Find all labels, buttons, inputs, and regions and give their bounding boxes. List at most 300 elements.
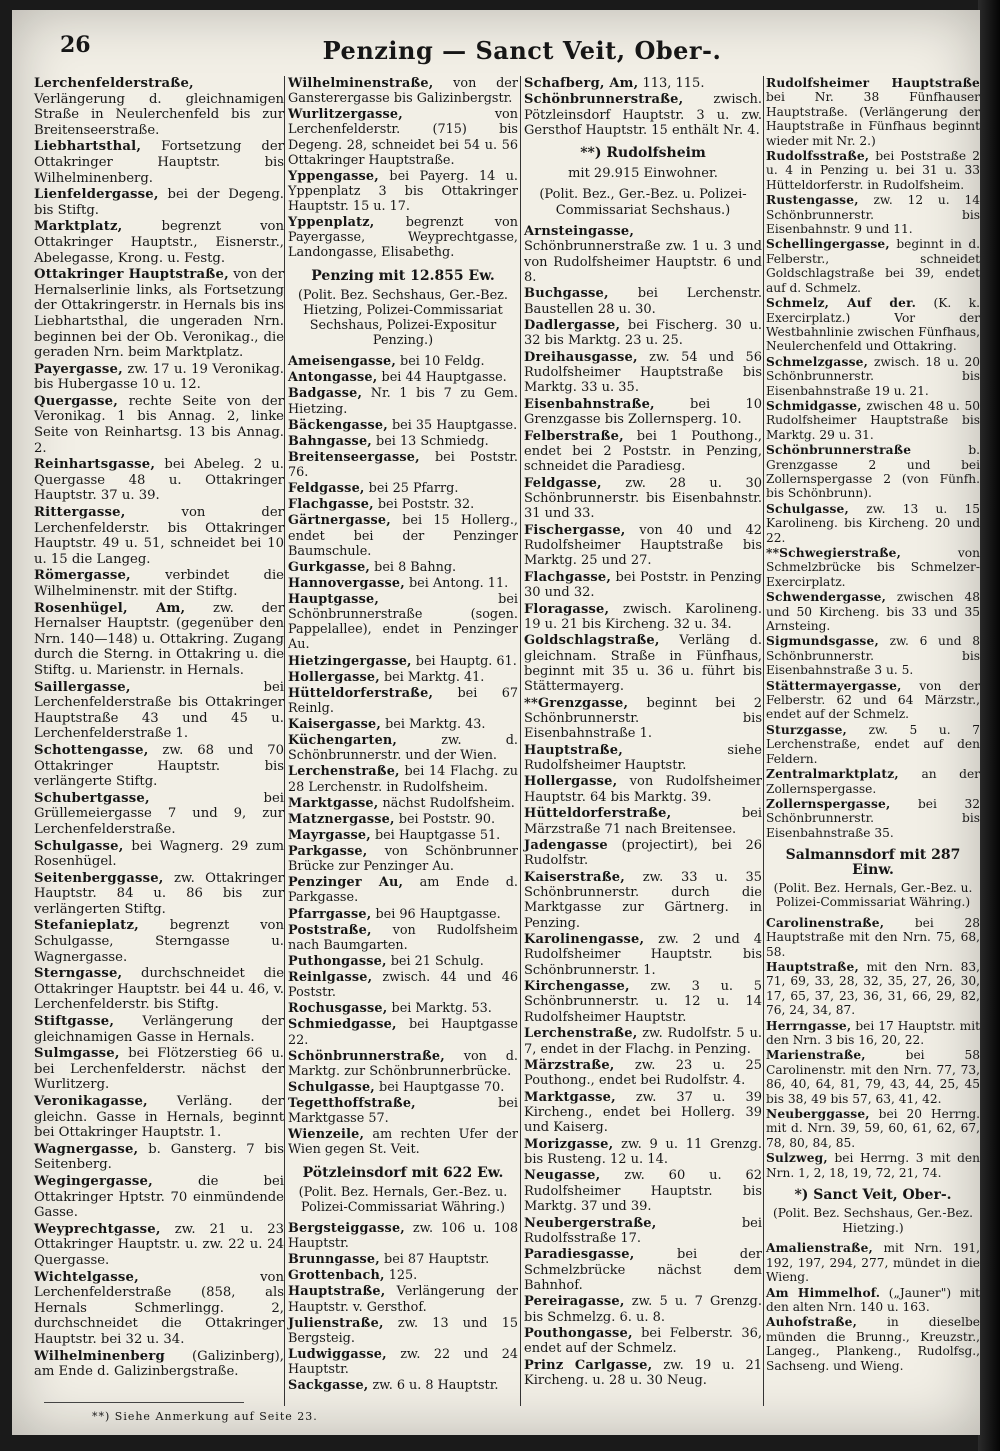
street-description: bei 21 Schulg. xyxy=(390,953,484,969)
street-description: zw. 5 u. 7 Grenzg. bis Schmelzg. 6. u. 8. xyxy=(524,1294,762,1325)
street-description: („Jauner") mit den alten Nrn. 140 u. 163. xyxy=(766,1285,980,1314)
street-name: Seitenberggasse, xyxy=(34,870,164,886)
street-name: Eisenbahnstraße, xyxy=(524,396,655,412)
district-note-penzing: (Polit. Bez. Sechshaus, Ger.-Bez. Hietzing, Polizei-Commissariat Sechshaus, Polizei-Expositur Penzing.) xyxy=(298,287,508,348)
street-name: Sackgasse, xyxy=(288,1378,369,1394)
street-entry xyxy=(766,767,980,796)
street-entry xyxy=(34,187,284,218)
page-shadow-edge xyxy=(978,0,1000,1451)
street-entry xyxy=(766,443,980,501)
street-description: zwischen 48 und 50 Kircheng. bis 33 und 35 Arnsteing. xyxy=(766,590,980,634)
street-entry xyxy=(34,680,284,742)
street-entry xyxy=(288,1378,518,1393)
street-name: Kaisergasse, xyxy=(288,717,382,732)
column-rule xyxy=(520,76,521,1406)
street-description: mit den Nrn. 83, 71, 69, 33, 28, 32, 35, 27, 26, 30, 17, 65, 37, 23, 36, 31, 66, 29, 82, 76, 24, 34, 87. xyxy=(766,959,980,1018)
street-entry xyxy=(34,1094,284,1141)
street-description: bei Poststraße 2 u. 4 in Penzing u. bei 31 u. 33 Hütteldorferstr. in Rudolfsheim. xyxy=(766,149,980,192)
street-entry xyxy=(288,386,518,416)
street-name: Flachgasse, xyxy=(524,569,612,585)
street-name: Prinz Carlgasse, xyxy=(524,1357,653,1373)
street-name: Gärtnergasse, xyxy=(288,513,391,529)
street-entry xyxy=(288,576,518,591)
street-entry xyxy=(34,1174,284,1221)
street-entry xyxy=(34,839,284,870)
street-entry xyxy=(288,1096,518,1126)
street-entry xyxy=(766,1151,980,1180)
street-description: zw. Rudolfstr. 5 u. 7, endet in der Flachg. in Penzing. xyxy=(524,1026,762,1057)
street-entry xyxy=(34,76,284,138)
street-name: Puthongasse, xyxy=(288,953,387,969)
street-name: Am Himmelhof. xyxy=(766,1285,881,1300)
street-entry xyxy=(524,1326,762,1357)
street-name: Lerchenfelderstraße, xyxy=(34,76,194,91)
street-name: Schönbrunnerstraße xyxy=(766,443,912,458)
street-description: von der Felberstr. 62 und 64 Märzstr., endet auf der Schmelz. xyxy=(766,678,980,722)
street-entry xyxy=(766,916,980,959)
street-description: bei Hauptgasse 51. xyxy=(374,827,501,843)
street-name: Schönbrunnerstraße, xyxy=(524,92,684,108)
street-entry xyxy=(288,923,518,953)
street-description: in dieselbe münden die Brunng., Kreuzstr., Langeg., Plankeng., Rudolfsg., Sachseng. und Wieng. xyxy=(766,1315,980,1373)
street-description: von Rudolfsheim nach Baumgarten. xyxy=(288,922,518,953)
street-description: Fortsetzung der Ottakringer Hauptstr. bis Wilhelminenberg. xyxy=(34,139,284,186)
street-entry xyxy=(288,107,518,168)
street-entry xyxy=(766,1315,980,1373)
street-description: von d. Marktg. zur Schönbrunnerbrücke. xyxy=(288,1048,518,1079)
street-entry xyxy=(288,354,518,369)
street-entry xyxy=(34,601,284,679)
street-name: Herrngasse, xyxy=(766,1018,852,1033)
street-description: zw. 9 u. 11 Grenzg. bis Rusteng. 12 u. 14. xyxy=(524,1136,762,1168)
street-description: rechte Seite von der Veronikag. 1 bis Annag. 2, linke Seite von Reinhartsg. 13 bis Annag. 2. xyxy=(34,393,284,456)
street-entry xyxy=(524,350,762,396)
street-name: Sterngasse, xyxy=(34,966,123,982)
street-description: von der Lerchenfelderstr. bis Ottakringer Hauptstr. 49 u. 51, schneidet bei 10 u. 15 die Langeg. xyxy=(34,505,284,567)
street-description: bei 20 Herrng. mit d. Nrn. 39, 59, 60, 61, 62, 67, 78, 80, 84, 85. xyxy=(766,1107,980,1150)
street-entry xyxy=(766,634,980,677)
district-heading-sanct-veit: *) Sanct Veit, Ober-. xyxy=(794,1187,952,1204)
street-entry xyxy=(524,1058,762,1089)
street-description: bei Fischerg. 30 u. 32 bis Marktg. 23 u. 25. xyxy=(524,318,763,349)
column-1 xyxy=(34,76,284,1381)
street-description: zw. 22 und 24 Hauptstr. xyxy=(288,1346,518,1377)
street-description: die bei Ottakringer Hptstr. 70 einmündende Gasse. xyxy=(34,1173,284,1221)
street-name: Bergsteiggasse, xyxy=(288,1220,405,1236)
street-entry xyxy=(288,169,518,214)
street-name: Jadengasse xyxy=(524,837,608,853)
street-description: bei 10 Grenzgasse bis Zollernsperg. 10. xyxy=(524,396,762,428)
street-name: Kaiserstraße, xyxy=(524,869,625,885)
street-description: beginnt bei 2 Schönbrunnerstr. bis Eisenbahnstraße 1. xyxy=(524,695,762,742)
street-description: siehe Rudolfsheimer Hauptstr. xyxy=(524,742,762,774)
street-name: Rittergasse, xyxy=(34,505,126,521)
street-description: bei Felberstr. 36, endet auf der Schmelz. xyxy=(524,1326,762,1357)
street-entry xyxy=(288,1268,518,1283)
street-name: Wichtelgasse, xyxy=(34,1269,139,1285)
district-heading-poetzleinsdorf: Pötzleinsdorf mit 622 Ew. xyxy=(302,1164,504,1181)
street-description: bei Marktgasse 57. xyxy=(288,1096,518,1127)
street-description: zwisch. Karolineng. 19 u. 21 bis Kircheng. 32 u. 34. xyxy=(524,601,762,632)
street-description: bei 35 Hauptgasse. xyxy=(391,417,518,433)
street-name: Wagnergasse, xyxy=(34,1141,139,1157)
street-name: Gurkgasse, xyxy=(288,559,371,575)
street-description: b. Grenzgasse 2 und bei Zollernspergasse 2 (von Fünfh. bis Schönbrunn). xyxy=(766,443,980,501)
street-description: bei 25 Pfarrg. xyxy=(368,481,459,497)
street-description: zw. 6 u. 8 Hauptstr. xyxy=(372,1378,499,1394)
street-description: bei Schönbrunnerstraße (sogen. Pappelallee), endet in Penzinger Au. xyxy=(288,592,518,653)
street-name: Hollergasse, xyxy=(524,774,618,790)
street-entry xyxy=(34,362,284,393)
street-name: Rosenhügel, Am, xyxy=(34,600,186,616)
street-name: Hütteldorferstraße, xyxy=(288,685,434,701)
directory-page xyxy=(12,10,980,1435)
street-entry xyxy=(34,1270,284,1348)
street-entry xyxy=(524,633,762,694)
street-description: bei Grüllemeiergasse 7 und 9, zur Lerchenfelderstraße. xyxy=(34,790,284,837)
street-name: Marktgasse, xyxy=(288,795,379,811)
street-name: **Schwegierstraße, xyxy=(766,546,902,560)
street-entry xyxy=(288,686,518,716)
street-entry xyxy=(524,224,762,285)
street-entry xyxy=(34,791,284,838)
street-name: Brunngasse, xyxy=(288,1252,380,1268)
street-description: (projectirt), bei 26 Rudolfstr. xyxy=(524,837,762,869)
district-heading-penzing: Penzing mit 12.855 Ew. xyxy=(311,267,495,284)
street-entry xyxy=(34,219,284,266)
street-entry xyxy=(288,560,518,575)
street-entry xyxy=(766,296,980,354)
street-name: Liebhartsthal, xyxy=(34,139,142,155)
street-entry xyxy=(288,370,518,385)
street-name: Sulzweg, xyxy=(766,1151,828,1166)
street-name: Feldgasse, xyxy=(288,481,365,497)
street-entry xyxy=(524,1247,762,1293)
street-entry xyxy=(524,1358,762,1389)
street-entry xyxy=(766,797,980,840)
street-name: Küchengarten, xyxy=(288,733,398,749)
street-description: von der Gansterergasse bis Galizinbergstr. xyxy=(288,76,518,107)
street-description: zw. 19 u. 21 Kircheng. u. 28 u. 30 Neug. xyxy=(524,1357,762,1389)
street-name: Schulgasse, xyxy=(288,1079,375,1095)
street-list xyxy=(34,76,284,1380)
street-name: Schwendergasse, xyxy=(766,590,887,605)
street-description: bei 44 Hauptgasse. xyxy=(381,370,507,386)
street-entry xyxy=(524,76,762,91)
street-entry xyxy=(766,193,980,236)
street-name: Rustengasse, xyxy=(766,193,859,208)
street-description: bei der Degeng. bis Stiftg. xyxy=(34,187,284,218)
street-description: bei Nr. 38 Fünfhauser Hauptstraße. (Verlängerung der Hauptstraße in Fünfhaus beginnt wieder mit Nr. 2.) xyxy=(766,90,980,148)
street-name: Felberstraße, xyxy=(524,428,624,444)
street-entry xyxy=(34,568,284,599)
street-name: Rudolfsstraße, xyxy=(766,149,870,164)
street-name: Ottakringer Hauptstraße, xyxy=(34,267,229,283)
street-entry xyxy=(524,870,762,931)
street-name: Neuberggasse, xyxy=(766,1107,870,1122)
street-name: Bäckengasse, xyxy=(288,417,388,433)
street-name: Hauptstraße, xyxy=(524,742,623,758)
district-population-rudolfsheim: mit 29.915 Einwohner. xyxy=(568,165,718,181)
street-description: bei Abeleg. 2 u. Quergasse 48 u. Ottakringer Hauptstr. 37 u. 39. xyxy=(34,457,284,504)
street-entry xyxy=(766,723,980,766)
street-entry xyxy=(524,838,762,869)
street-name: Reinhartsgasse, xyxy=(34,457,156,473)
street-entry xyxy=(288,670,518,685)
street-name: Neugasse, xyxy=(524,1168,601,1184)
street-description: bei 96 Hauptgasse. xyxy=(375,906,501,922)
street-entry xyxy=(766,1241,980,1284)
street-name: Floragasse, xyxy=(524,601,610,617)
column-2 xyxy=(288,76,518,1394)
street-name: Parkgasse, xyxy=(288,844,368,859)
street-description: zw. d. Schönbrunnerstr. und der Wien. xyxy=(288,733,518,764)
street-name: Arnsteingasse, xyxy=(524,223,635,239)
street-name: Lienfeldergasse, xyxy=(34,187,159,203)
street-entry xyxy=(34,139,284,186)
street-description: 125. xyxy=(388,1268,418,1284)
street-entry xyxy=(524,806,762,837)
street-name: Schmelzgasse, xyxy=(766,354,869,369)
street-name: Mayrgasse, xyxy=(288,827,371,843)
footnote: **) Siehe Anmerkung auf Seite 23. xyxy=(92,1410,318,1423)
street-description: Verläng d. gleichnam. Straße in Fünfhaus, beginnt mit 35 u. 36 u. führt bis Stättermayerg. xyxy=(524,633,762,695)
street-description: zw. 13 und 15 Bergsteig. xyxy=(288,1315,518,1346)
street-entry xyxy=(34,1349,284,1380)
street-name: Kirchengasse, xyxy=(524,979,630,995)
street-description: Nr. 1 bis 7 zu Gem. Hietzing. xyxy=(288,386,518,417)
street-description: zw. 28 u. 30 Schönbrunnerstr. bis Eisenbahnstr. 31 und 33. xyxy=(524,475,762,522)
street-name: Wurlitzergasse, xyxy=(288,107,403,123)
street-description: verbindet die Wilhelminenstr. mit der Stiftg. xyxy=(34,568,284,599)
street-description: zw. 17 u. 19 Veronikag. bis Hubergasse 10 u. 12. xyxy=(34,361,284,393)
street-name: Paradiesgasse, xyxy=(524,1247,635,1263)
street-name: Hollergasse, xyxy=(288,669,380,685)
street-description: bei 17 Hauptstr. mit den Nrn. 3 bis 16, 20, 22. xyxy=(766,1018,980,1047)
street-description: bei 15 Hollerg., endet bei der Penzinger Baumschule. xyxy=(288,513,518,559)
street-entry xyxy=(288,450,518,480)
street-name: Hauptstraße, xyxy=(766,959,859,974)
street-name: Bahngasse, xyxy=(288,433,372,449)
street-name: Saillergasse, xyxy=(34,679,131,695)
street-description: begrenzt von Payergasse, Weyprechtgasse, Landongasse, Elisabethg. xyxy=(288,215,518,261)
street-name: Römergasse, xyxy=(34,568,131,584)
street-description: zw. Ottakringer Hauptstr. 84 u. 86 bis zur verlängerten Stiftg. xyxy=(34,870,284,917)
street-list xyxy=(766,76,980,840)
street-name: Dadlergasse, xyxy=(524,318,621,334)
street-name: Hütteldorferstraße, xyxy=(524,806,672,822)
street-description: bei Poststr. 32. xyxy=(377,497,475,513)
street-list xyxy=(524,224,762,1389)
street-name: Marktgasse, xyxy=(524,1089,616,1105)
street-description: bei Poststr. 76. xyxy=(288,449,518,480)
district-heading-salmannsdorf: Salmannsdorf mit 287 Einw. xyxy=(785,847,961,878)
column-rule xyxy=(763,76,764,1406)
street-description: zw. 6 und 8 Schönbrunnerstr. bis Eisenbahnstraße 3 u. 5. xyxy=(766,634,980,678)
street-description: zwisch. 44 und 46 Poststr. xyxy=(288,970,518,1001)
street-name: Payergasse, xyxy=(34,361,123,377)
street-description: bei Hauptgasse 70. xyxy=(379,1079,505,1095)
street-name: Wilhelminenstraße, xyxy=(288,76,434,91)
street-description: begrenzt von Ottakringer Hauptstr., Eisnerstr., Abelegasse, Krong. u. Festg. xyxy=(34,219,284,266)
street-entry xyxy=(34,743,284,790)
street-entry xyxy=(288,434,518,449)
street-entry xyxy=(766,960,980,1018)
street-description: von Schönbrunner Brücke zur Penzinger Au. xyxy=(288,844,518,875)
street-name: Breitenseergasse, xyxy=(288,449,420,465)
street-description: zwischen 48 u. 50 Rudolfsheimer Hauptstraße bis Marktg. 29 u. 31. xyxy=(766,398,980,442)
street-entry xyxy=(288,796,518,811)
street-entry xyxy=(34,871,284,918)
street-entry xyxy=(288,215,518,260)
street-entry xyxy=(288,497,518,512)
street-description: bei 87 Hauptstr. xyxy=(384,1252,490,1268)
street-entry xyxy=(524,1090,762,1136)
street-name: Ludwiggasse, xyxy=(288,1346,387,1362)
street-description: bei der Schmelzbrücke nächst dem Bahnhof. xyxy=(524,1247,762,1293)
street-entry xyxy=(524,476,762,522)
street-description: bei Poststr. in Penzing 30 und 32. xyxy=(524,569,762,601)
street-entry xyxy=(34,505,284,567)
street-name: Lerchenstraße, xyxy=(524,1026,638,1042)
street-name: Julienstraße, xyxy=(288,1315,384,1331)
street-entry xyxy=(766,1019,980,1048)
street-list xyxy=(524,76,762,138)
street-description: zw. 33 u. 35 Schönbrunnerstr. durch die Marktgasse zur Gärtnerg. in Penzing. xyxy=(524,869,762,931)
street-list xyxy=(288,76,518,261)
street-name: Sulmgasse, xyxy=(34,1046,120,1062)
street-entry xyxy=(766,679,980,722)
street-entry xyxy=(524,602,762,633)
street-name: Tegetthoffstraße, xyxy=(288,1096,416,1111)
street-name: Schottengasse, xyxy=(34,742,149,758)
street-entry xyxy=(288,1049,518,1079)
street-name: Auhofstraße, xyxy=(766,1315,858,1330)
street-entry xyxy=(34,1142,284,1173)
street-description: bei Antong. 11. xyxy=(408,575,509,591)
street-entry xyxy=(288,844,518,874)
street-description: zwisch. Pötzleinsdorf Hauptstr. 3 u. zw. Gersthof Hauptstr. 15 enthält Nr. 4. xyxy=(524,92,762,139)
street-name: Quergasse, xyxy=(34,393,119,409)
street-description: von Lerchenfelderstraße (858, als Hernals Schmerlingg. 2, durchschneidet die Ottakringer Hauptstr. bei 32 u. 34. xyxy=(34,1269,284,1347)
street-name: Feldgasse, xyxy=(524,475,602,491)
street-name: Schulgasse, xyxy=(34,838,124,854)
page-number: 26 xyxy=(60,32,91,58)
street-name: Schmiedgasse, xyxy=(288,1017,397,1033)
street-description: von Schmelzbrücke bis Schmelzer-Exercirplatz. xyxy=(766,546,980,589)
street-entry xyxy=(766,237,980,295)
street-name: Grottenbach, xyxy=(288,1268,385,1284)
street-entry xyxy=(766,590,980,633)
column-rule xyxy=(284,76,285,1406)
street-description: bei Lerchenstr. Baustellen 28 u. 30. xyxy=(524,286,762,317)
street-description: bei Wagnerg. 29 zum Rosenhügel. xyxy=(34,838,284,870)
street-entry xyxy=(766,399,980,442)
street-description: von 40 und 42 Rudolfsheimer Hauptstraße bis Marktg. 25 und 27. xyxy=(524,522,763,569)
street-list xyxy=(288,1221,518,1393)
street-name: Antongasse, xyxy=(288,370,378,386)
street-name: Badgasse, xyxy=(288,386,363,402)
district-note-rudolfsheim: (Polit. Bez., Ger.-Bez. u. Polizei-Commissariat Sechshaus.) xyxy=(539,187,747,218)
street-entry xyxy=(288,1080,518,1095)
street-entry xyxy=(34,267,284,361)
street-description: mit Nrn. 191, 192, 197, 294, 277, mündet in die Wieng. xyxy=(766,1241,980,1285)
street-name: Stiftgasse, xyxy=(34,1014,115,1030)
street-name: Rudolfsheimer Hauptstraße xyxy=(766,76,980,90)
street-entry xyxy=(766,502,980,545)
street-entry xyxy=(524,1137,762,1168)
street-name: Rochusgasse, xyxy=(288,1001,388,1017)
street-name: Sigmundsgasse, xyxy=(766,634,879,649)
street-description: bei 32 Schönbrunnerstr. bis Eisenbahnstraße 35. xyxy=(766,796,980,840)
street-description: bei Marktg. 43. xyxy=(385,717,486,732)
street-entry xyxy=(524,286,762,317)
street-description: von Rudolfsheimer Hauptstr. 64 bis Marktg. 39. xyxy=(524,774,762,805)
street-description: von Lerchenfelderstr. (715) bis Degeng. 28, schneidet bei 54 u. 56 Ottakringer Hauptstraße. xyxy=(288,107,518,168)
street-entry xyxy=(524,774,762,805)
street-name: Schellingergasse, xyxy=(766,237,890,252)
street-name: Marktplatz, xyxy=(34,219,123,235)
street-name: Weyprechtgasse, xyxy=(34,1221,161,1237)
street-entry xyxy=(524,1216,762,1247)
street-name: Matznergasse, xyxy=(288,811,395,827)
street-entry xyxy=(288,418,518,433)
street-description: bei Lerchenfelderstraße bis Ottakringer Hauptstraße 43 und 45 u. Lerchenfelderstraße 1. xyxy=(34,679,284,742)
street-name: Veronikagasse, xyxy=(34,1094,148,1109)
street-name: Amalienstraße, xyxy=(766,1241,873,1256)
street-description: an der Zollernspergasse. xyxy=(766,767,980,796)
street-entry xyxy=(524,1294,762,1325)
street-description: bei 14 Flachg. zu 28 Lerchenstr. in Rudolfsheim. xyxy=(288,764,518,795)
street-name: Schafberg, Am, xyxy=(524,76,639,91)
street-description: zw. 23 u. 25 Pouthong., endet bei Rudolfstr. 4. xyxy=(524,1057,762,1089)
street-entry xyxy=(288,764,518,794)
street-description: begrenzt von Schulgasse, Sterngasse u. Wagnergasse. xyxy=(34,918,284,965)
street-description: bei Marktg. 41. xyxy=(383,669,485,685)
street-name: Stefanieplatz, xyxy=(34,918,139,934)
street-entry xyxy=(524,397,762,428)
street-entry xyxy=(288,733,518,763)
street-name: Wegingergasse, xyxy=(34,1173,153,1189)
street-name: Ameisengasse, xyxy=(288,354,396,370)
street-name: Reinlgasse, xyxy=(288,970,373,985)
street-description: Verlängerung der gleichnamigen Gasse in Hernals. xyxy=(34,1014,284,1045)
street-entry xyxy=(288,481,518,496)
street-entry xyxy=(288,1252,518,1267)
street-description: (Galizinberg), am Ende d. Galizinbergstraße. xyxy=(34,1348,284,1380)
street-name: Schönbrunnerstraße, xyxy=(288,1048,445,1064)
street-description: bei 1 Pouthong., endet bei 2 Poststr. in Penzing, schneidet die Paradiesg. xyxy=(524,428,762,475)
street-name: Zentralmarktplatz, xyxy=(766,767,899,782)
street-description: von der Hernalserlinie links, als Fortsetzung der Ottakringerstr. in Hernals bis ins Liebhartsthal, die ungeraden Nrn. beginnen bei der Ob. Veronikag., die geraden Nrn. beim Marktplatz. xyxy=(34,267,284,361)
street-description: (K. k. Exercirplatz.) Vor der Westbahnlinie zwischen Fünfhaus, Neulerchenfeld und Ottakring. xyxy=(766,296,980,354)
street-entry xyxy=(524,1168,762,1214)
street-entry xyxy=(524,429,762,475)
street-entry xyxy=(766,1286,980,1315)
street-entry xyxy=(288,1001,518,1016)
street-name: Penzinger Au, xyxy=(288,875,404,891)
street-entry xyxy=(288,654,518,669)
street-name: Hannovergasse, xyxy=(288,575,405,591)
street-name: Carolinenstraße, xyxy=(766,915,885,930)
street-description: Verläng. der gleichn. Gasse in Hernals, beginnt bei Ottakringer Hauptstr. 1. xyxy=(34,1094,284,1141)
street-name: Stättermayergasse, xyxy=(766,678,902,693)
street-name: Fischergasse, xyxy=(524,522,626,538)
street-entry xyxy=(288,592,518,653)
street-entry xyxy=(288,1316,518,1346)
street-entry xyxy=(766,355,980,398)
street-name: **Grenzgasse, xyxy=(524,695,629,711)
